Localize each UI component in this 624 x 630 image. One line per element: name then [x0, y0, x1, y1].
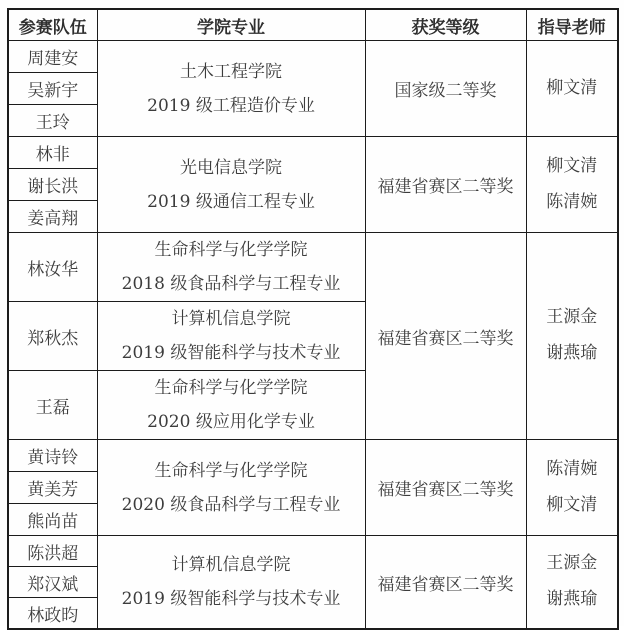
team-member-cell: 周建安 — [8, 41, 97, 73]
table-row — [8, 41, 618, 73]
award-level-cell: 福建省赛区二等奖 — [365, 137, 526, 233]
advisor-name: 陈清婉 — [546, 458, 598, 479]
advisor-name: 柳文清 — [546, 494, 598, 515]
team-member-cell: 陈洪超 — [8, 536, 97, 567]
column-header-team: 参赛队伍 — [8, 9, 97, 41]
team-member-cell: 熊尚苗 — [8, 504, 97, 536]
major-line: 2020 级食品科学与工程专业 — [121, 494, 341, 515]
advisor-cell — [526, 233, 618, 440]
college-major-cell — [97, 371, 365, 440]
team-member-cell: 吴新宇 — [8, 73, 97, 105]
award-level-cell: 国家级二等奖 — [365, 41, 526, 137]
column-header-advisor: 指导老师 — [526, 9, 618, 41]
team-member-cell: 林汝华 — [8, 233, 97, 302]
team-member-cell: 郑汉斌 — [8, 567, 97, 598]
college-line: 计算机信息学院 — [171, 555, 291, 575]
advisor-cell — [526, 440, 618, 536]
major-line: 2019 级通信工程专业 — [147, 191, 315, 212]
college-line: 生命科学与化学学院 — [154, 378, 308, 398]
college-major-cell — [97, 233, 365, 302]
college-major-cell — [97, 536, 365, 630]
college-major-cell — [97, 302, 365, 371]
team-member-cell: 姜高翔 — [8, 201, 97, 233]
awards-table — [7, 8, 619, 630]
table-row — [8, 233, 618, 302]
column-header-award: 获奖等级 — [365, 9, 526, 41]
college-major-cell — [97, 137, 365, 233]
major-line: 2019 级工程造价专业 — [147, 95, 315, 116]
advisor-cell — [526, 41, 618, 137]
team-member-cell: 郑秋杰 — [8, 302, 97, 371]
college-major-cell — [97, 440, 365, 536]
advisor-cell — [526, 536, 618, 630]
college-line: 光电信息学院 — [180, 157, 282, 178]
college-line: 生命科学与化学学院 — [154, 240, 308, 260]
team-member-cell: 林非 — [8, 137, 97, 169]
award-level-cell: 福建省赛区二等奖 — [365, 233, 526, 440]
header-row — [8, 9, 618, 41]
major-line: 2019 级智能科学与技术专业 — [121, 343, 341, 363]
table-row — [8, 536, 618, 567]
advisor-name: 柳文清 — [546, 155, 598, 176]
advisor-name: 陈清婉 — [546, 191, 598, 212]
table-row — [8, 440, 618, 472]
college-line: 生命科学与化学学院 — [154, 460, 308, 481]
major-line: 2018 级食品科学与工程专业 — [121, 274, 341, 294]
major-line: 2020 级应用化学专业 — [147, 412, 315, 432]
college-line: 土木工程学院 — [180, 61, 282, 82]
team-member-cell: 谢长洪 — [8, 169, 97, 201]
team-member-cell: 林政昀 — [8, 598, 97, 630]
advisor-name: 谢燕瑜 — [546, 589, 598, 609]
award-level-cell: 福建省赛区二等奖 — [365, 536, 526, 630]
award-level-cell: 福建省赛区二等奖 — [365, 440, 526, 536]
team-member-cell: 黄美芳 — [8, 472, 97, 504]
table-row — [8, 137, 618, 169]
major-line: 2019 级智能科学与技术专业 — [121, 589, 341, 609]
college-line: 计算机信息学院 — [171, 309, 291, 329]
advisor-name: 柳文清 — [546, 77, 598, 98]
team-member-cell: 王玲 — [8, 105, 97, 137]
college-major-cell — [97, 41, 365, 137]
advisor-name: 谢燕瑜 — [546, 343, 598, 363]
column-header-major: 学院专业 — [97, 9, 365, 41]
advisor-name: 王源金 — [546, 307, 598, 328]
team-member-cell: 黄诗铃 — [8, 440, 97, 472]
advisor-name: 王源金 — [546, 553, 598, 574]
advisor-cell — [526, 137, 618, 233]
team-member-cell: 王磊 — [8, 371, 97, 440]
